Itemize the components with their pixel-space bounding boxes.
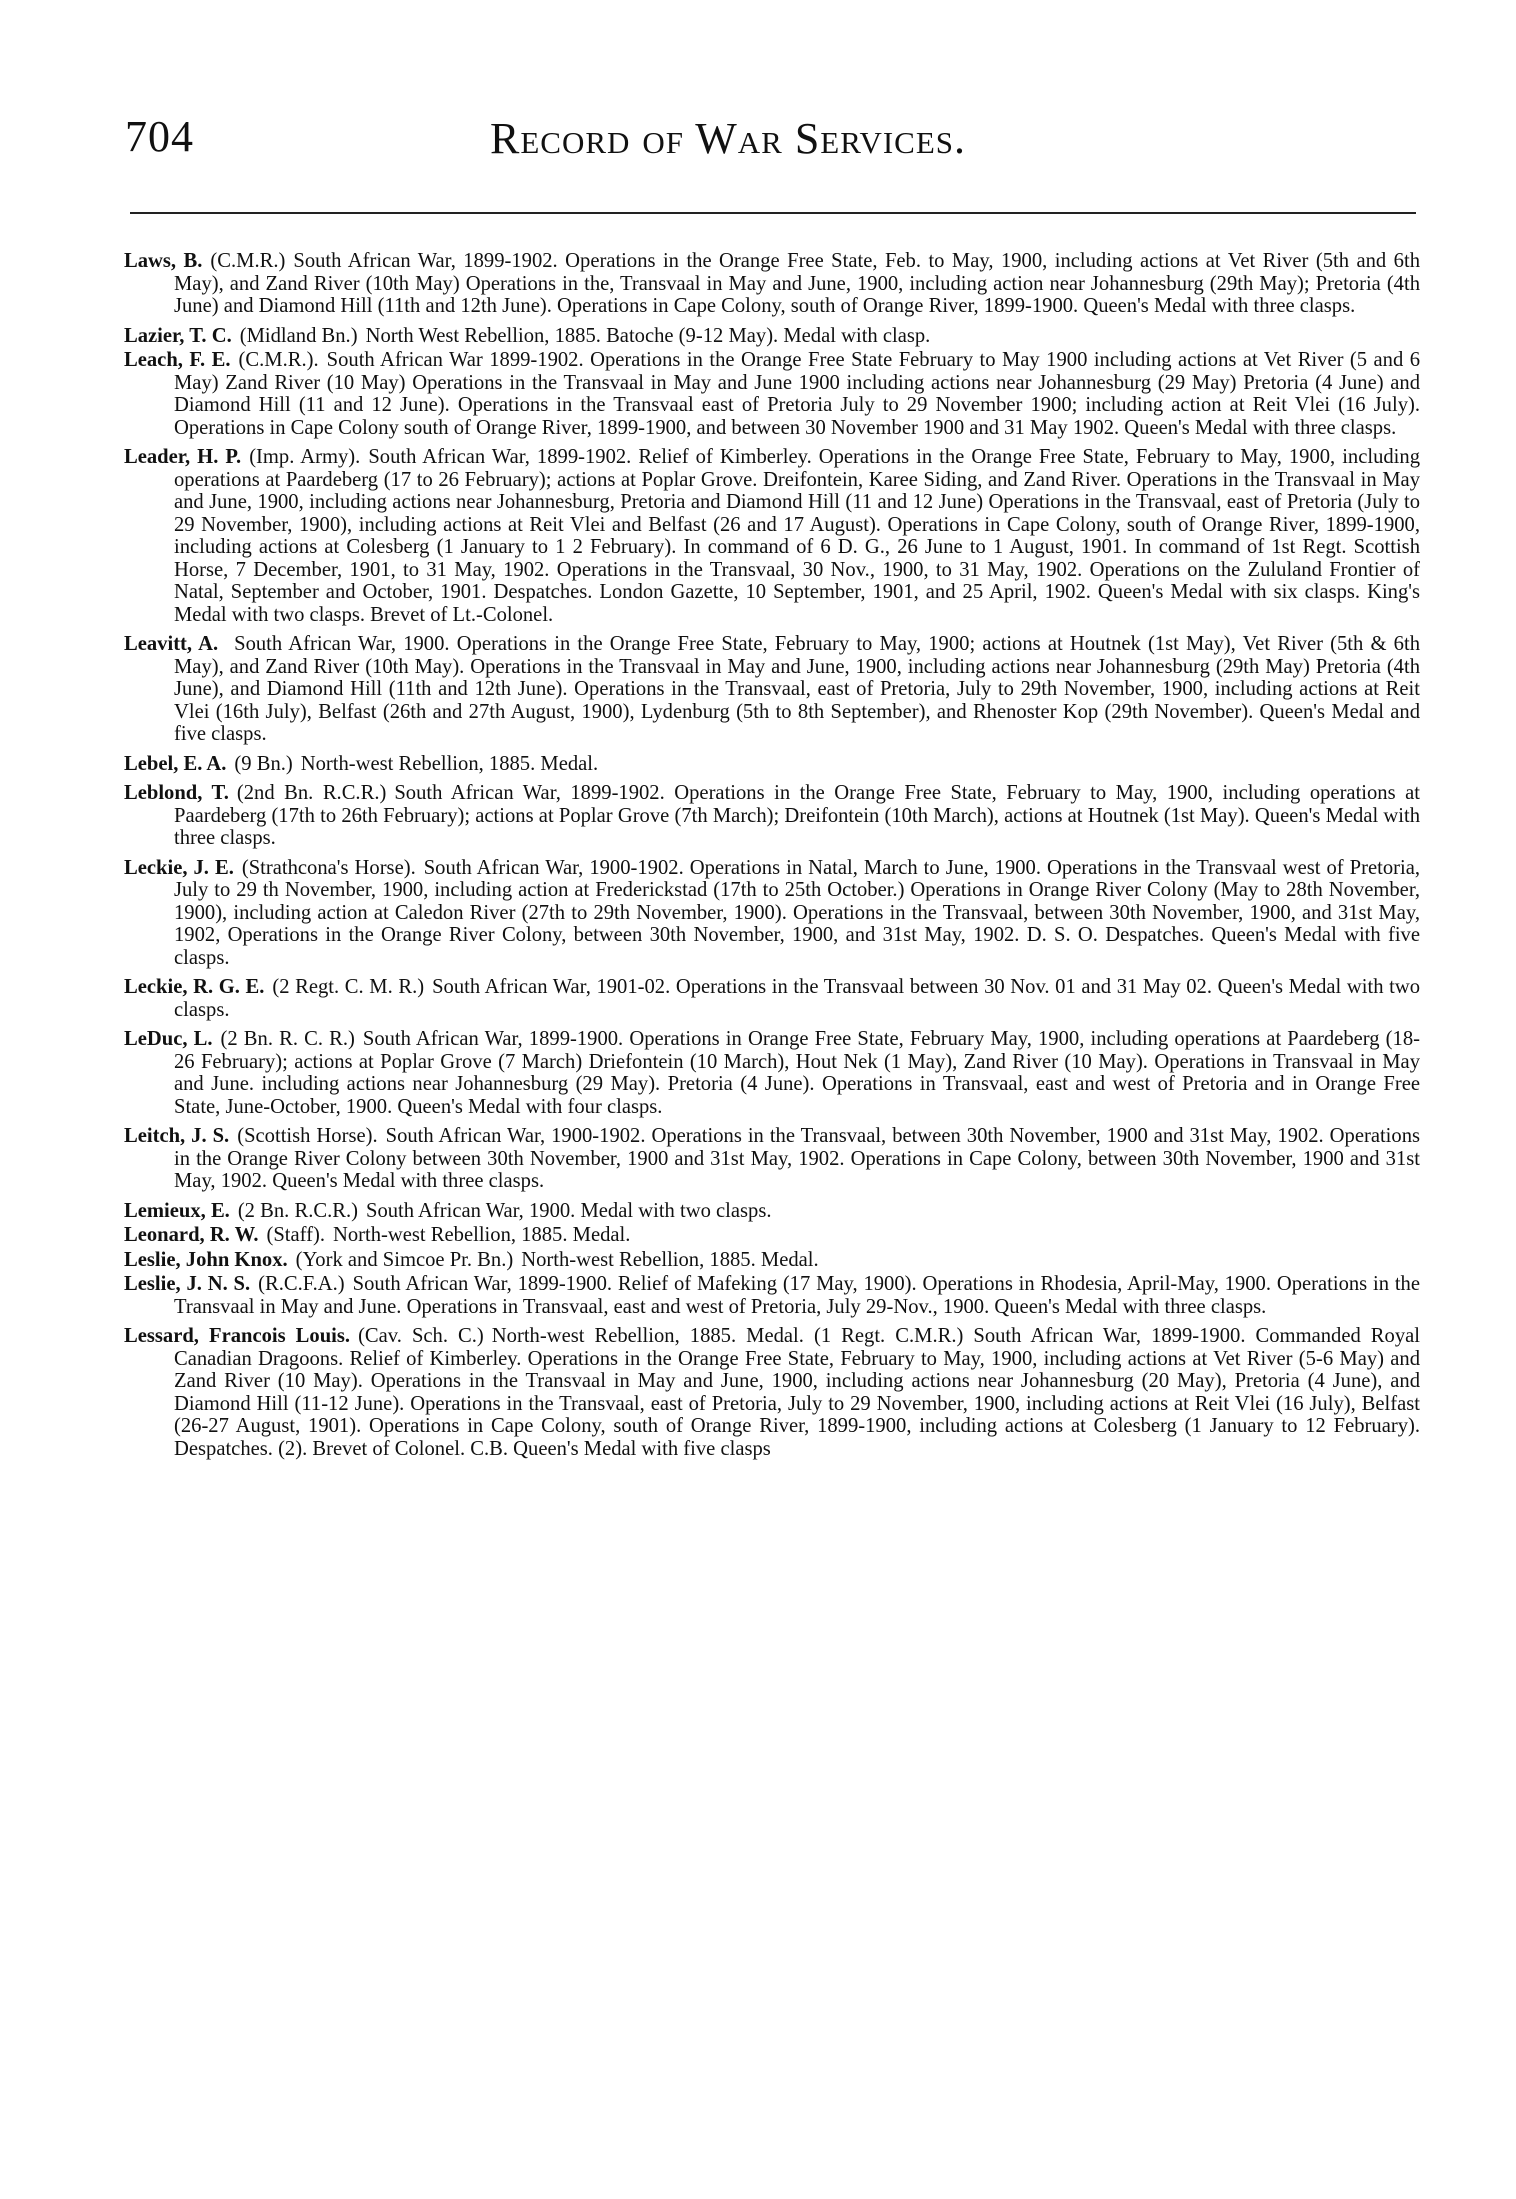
entry-unit: (Strathcona's Horse). — [241, 856, 416, 879]
entry-name: Leach, F. E. — [124, 349, 231, 371]
entry-unit: (Imp. Army). — [249, 446, 361, 468]
entry-text: North-west Rebellion, 1885. Medal. — [300, 752, 599, 775]
list-item — [124, 753, 1420, 776]
entry-unit: (Scottish Horse). — [237, 1125, 378, 1147]
service-records-list — [124, 250, 1420, 1467]
header-rule — [130, 212, 1416, 214]
entry-unit: (Cav. Sch. C.) — [358, 1325, 484, 1347]
running-head: Record of War Services. — [490, 114, 967, 163]
list-item — [124, 857, 1420, 970]
entry-unit: (9 Bn.) — [234, 752, 293, 775]
list-item — [124, 633, 1420, 746]
entry-text: North West Rebellion, 1885. Batoche (9-12 May). Medal with clasp. — [365, 324, 931, 347]
entry-name: Leader, H. P. — [124, 446, 242, 468]
entry-name: LeDuc, L. — [124, 1028, 213, 1050]
entry-unit: (2 Bn. R. C. R.) — [220, 1028, 355, 1050]
entry-text: South African War, 1899-1900. Relief of Mafeking (17 May, 1900). Operations in Rhodesia, April-May, 1900. Operations in the Transvaal in May and June. Operations in Transvaal, east and west of Pretoria, July 29-Nov., 1900. Queen's Medal with three clasps. — [174, 1273, 1420, 1318]
entry-unit: (2nd Bn. R.C.R.) — [236, 782, 387, 804]
entry-unit: (2 Regt. C. M. R.) — [272, 976, 425, 998]
entry-name: Leslie, John Knox. — [124, 1248, 288, 1271]
entry-name: Leonard, R. W. — [124, 1224, 259, 1246]
list-item — [124, 349, 1420, 439]
list-item — [124, 446, 1420, 626]
list-item — [124, 1325, 1420, 1460]
entry-text: South African War, 1899-1900. Operations in Orange Free State, February May, 1900, including operations at Paardeberg (18-26 February); actions at Poplar Grove (7 March) Driefontein (10 March), Hout Nek (1 May), Zand River (10 May). Operations in Transvaal in May and June. including actions near Johannesburg (29 May). Pretoria (4 June). Operations in Transvaal, east and west of Pretoria and in Orange Free State, June-October, 1900. Queen's Medal with four clasps. — [174, 1028, 1420, 1118]
list-item — [124, 1273, 1420, 1318]
entry-text: South African War, 1900. Operations in the Orange Free State, February to May, 1900; actions at Houtnek (1st May), Vet River (5th & 6th May), and Zand River (10th May). Operations in the Transvaal in May and June, 1900, including actions near Johannesburg (29th May) Pretoria (4th June), and Diamond Hill (11th and 12th June). Operations in the Transvaal, east of Pretoria, July to 29th November, 1900, including actions at Reit Vlei (16th July), Belfast (26th and 27th August, 1900), Lydenburg (5th to 8th September), and Rhenoster Kop (29th November). Queen's Medal and five clasps. — [174, 633, 1420, 745]
entry-name: Lemieux, E. — [124, 1199, 230, 1222]
list-item — [124, 1249, 1420, 1272]
list-item — [124, 782, 1420, 850]
list-item — [124, 1125, 1420, 1193]
entry-name: Leitch, J. S. — [124, 1125, 230, 1147]
entry-text: South African War, 1901-02. Operations in the Transvaal between 30 Nov. 01 and 31 May 02. Queen's Medal with two clasps. — [174, 976, 1420, 1021]
entry-unit: (C.M.R.). — [238, 349, 319, 371]
page-number: 704 — [125, 112, 194, 161]
entry-name: Lessard, Francois Louis. — [124, 1325, 351, 1347]
entry-text: North-west Rebellion, 1885. Medal. — [333, 1224, 631, 1246]
entry-text: South African War, 1899-1902. Operations in the Orange Free State, Feb. to May, 1900, including actions at Vet River (5th and 6th May), and Zand River (10th May) Operations in the, Transvaal in May and June, 1900, including action near Johannesburg (29th May); Pretoria (4th June) and Diamond Hill (11th and 12th June). Operations in Cape Colony, south of Orange River, 1899-1900. Queen's Medal with three clasps. — [174, 250, 1420, 317]
list-item — [124, 976, 1420, 1021]
entry-unit: (C.M.R.) — [210, 250, 286, 272]
entry-text: North-west Rebellion, 1885. Medal. — [521, 1248, 819, 1271]
entry-name: Leblond, T. — [124, 782, 229, 804]
entry-text: South African War 1899-1902. Operations in the Orange Free State February to May 1900 including actions at Vet River (5 and 6 May) Zand River (10 May) Operations in the Transvaal in May and June 1900 including actions near Johannesburg (29 May) Pretoria (4 June) and Diamond Hill (11 and 12 June). Operations in the Transvaal east of Pretoria July to 29 November 1900; including action at Reit Vlei (16 July). Operations in Cape Colony south of Orange River, 1899-1900, and between 30 November 1900 and 31 May 1902. Queen's Medal with three clasps. — [174, 349, 1420, 439]
entry-text: South African War, 1899-1902. Operations in the Orange Free State, February to May, 1900, including operations at Paardeberg (17th to 26th February); actions at Poplar Grove (7th March); Dreifontein (10th March), actions at Houtnek (1st May). Queen's Medal with three clasps. — [174, 782, 1420, 849]
entry-text: South African War, 1900-1902. Operations in Natal, March to June, 1900. Operations in the Transvaal west of Pretoria, July to 29 th November, 1900, including action at Frederickstad (17th to 25th October.) Operations in Orange River Colony (May to 28th November, 1900), including action at Caledon River (27th to 29th November, 1900). Operations in the Transvaal, between 30th November, 1900, and 31st May, 1902, Operations in the Orange River Colony, between 30th November, 1900, and 31st May, 1902. D. S. O. Despatches. Queen's Medal with five clasps. — [174, 856, 1420, 969]
entry-unit: (York and Simcoe Pr. Bn.) — [295, 1248, 514, 1271]
list-item — [124, 250, 1420, 318]
list-item — [124, 1200, 1420, 1223]
entry-name: Leckie, R. G. E. — [124, 976, 265, 998]
entry-unit: (Midland Bn.) — [239, 324, 358, 347]
entry-name: Lebel, E. A. — [124, 752, 227, 775]
entry-name: Lazier, T. C. — [124, 324, 232, 347]
entry-unit: (R.C.F.A.) — [258, 1273, 345, 1295]
list-item — [124, 1028, 1420, 1118]
entry-text: North-west Rebellion, 1885. Medal. (1 Regt. C.M.R.) South African War, 1899-1900. Commanded Royal Canadian Dragoons. Relief of Kimberley. Operations in the Orange Free State, February to May, 1900, including actions at Vet River (5-6 May) and Zand River (10 May). Operations in the Transvaal in May and June, 1900, including actions near Johannesburg (20 May), Pretoria (4 June), and Diamond Hill (11-12 June). Operations in the Transvaal, east of Pretoria, July to 29 November, 1900, including actions at Reit Vlei (16 July), Belfast (26-27 August, 1901). Operations in Cape Colony, south of Orange River, 1899-1900, including actions at Colesberg (1 January to 12 February). Despatches. (2). Brevet of Colonel. C.B. Queen's Medal with five clasps — [174, 1325, 1421, 1460]
list-item — [124, 325, 1420, 348]
entry-text: South African War, 1899-1902. Relief of Kimberley. Operations in the Orange Free State, February to May, 1900, including operations at Paardeberg (17 to 26 February); actions at Poplar Grove. Dreifontein, Karee Siding, and Zand River. Operations in the Transvaal in May and June, 1900, including actions near Johannesburg, Pretoria and Diamond Hill (11 and 12 June) Operations in the Transvaal, east of Pretoria (July to 29 November, 1900), including actions at Reit Vlei and Belfast (26 and 17 August). Operations in Cape Colony, south of Orange River, 1899-1900, including actions at Colesberg (1 January to 1 2 February). In command of 6 D. G., 26 June to 1 August, 1901. In command of 1st Regt. Scottish Horse, 7 December, 1901, to 31 May, 1902. Operations in the Transvaal, 30 Nov., 1900, to 31 May, 1902. Operations on the Zululand Frontier of Natal, September and October, 1901. Despatches. London Gazette, 10 September, 1901, and 25 April, 1902. Queen's Medal with six clasps. King's Medal with two clasps. Brevet of Lt.-Colonel. — [174, 446, 1420, 626]
entry-unit: (2 Bn. R.C.R.) — [237, 1199, 358, 1222]
list-item — [124, 1224, 1420, 1247]
entry-name: Leslie, J. N. S. — [124, 1273, 251, 1295]
entry-text: South African War, 1900-1902. Operations in the Transvaal, between 30th November, 1900 and 31st May, 1902. Operations in the Orange River Colony between 30th November, 1900 and 31st May, 1902. Operations in Cape Colony, between 30th November, 1900 and 31st May, 1902. Queen's Medal with three clasps. — [174, 1125, 1421, 1192]
entry-name: Laws, B. — [124, 250, 203, 272]
entry-unit: (Staff). — [266, 1224, 325, 1246]
entry-name: Leavitt, A. — [124, 633, 219, 655]
entry-text: South African War, 1900. Medal with two clasps. — [365, 1199, 772, 1222]
entry-name: Leckie, J. E. — [124, 856, 234, 879]
